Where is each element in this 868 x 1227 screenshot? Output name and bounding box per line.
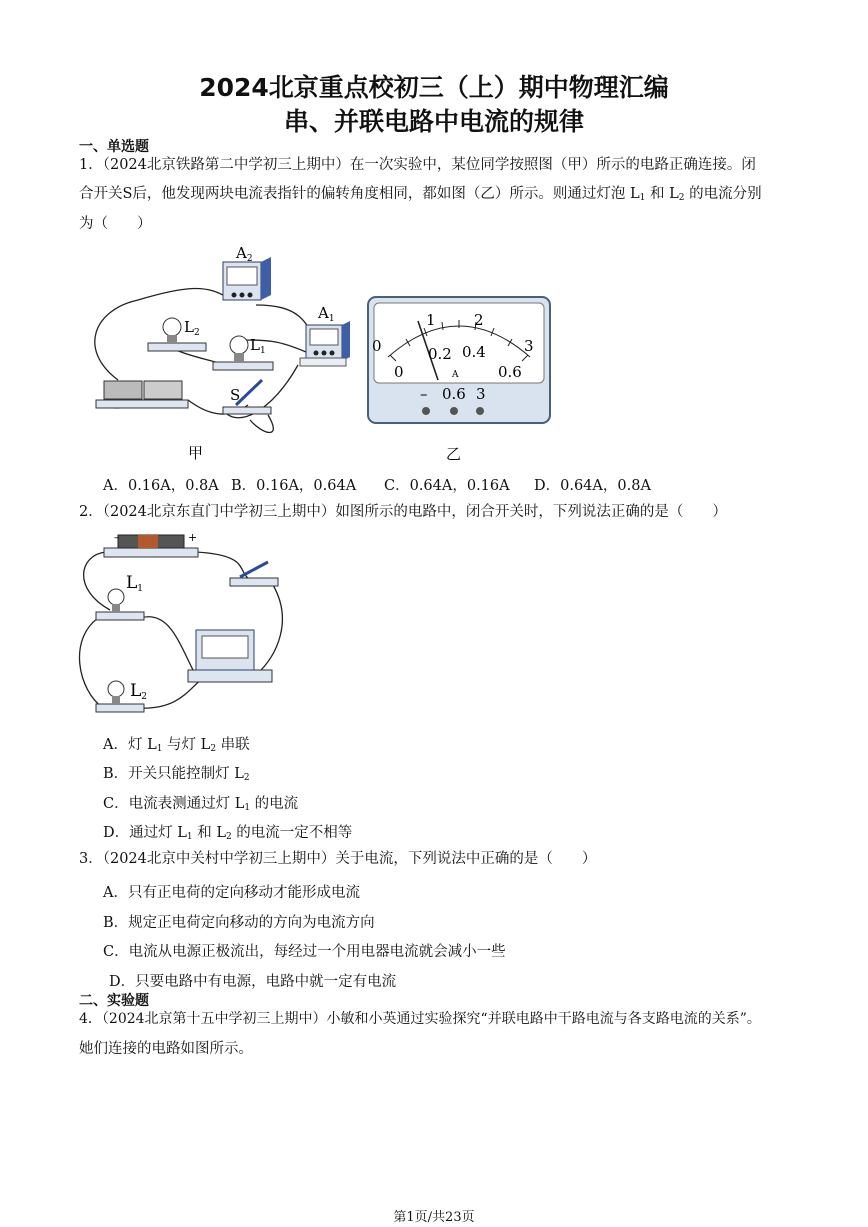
q1-option-b: B．0.16A，0.64A (231, 478, 357, 494)
label-l1: $L_1$ (250, 336, 266, 356)
figure-yi-ammeter-dial (366, 295, 554, 465)
question-2-stem: 2．（2024北京东直门中学初三上期中）如图所示的电路中，闭合开关时，下列说法正确的是（ ） (79, 504, 727, 520)
scale-bottom-0-4: 0.4 (462, 343, 486, 361)
question-1-line-2: 合开关S后，他发现两块电流表指针的偏转角度相同，都如图（乙）所示。则通过灯泡 $L_1$ 和 $L_2$ 的电流分别 (79, 186, 762, 203)
q2-option-d: D．通过灯 $L_1$ 和 $L_2$ 的电流一定不相等 (103, 825, 353, 842)
section-heading-single-choice: 一、单选题 (79, 139, 149, 155)
terminal-minus: – (420, 385, 428, 403)
label-s: S (230, 386, 241, 404)
ammeter (188, 630, 272, 682)
scale-top-1: 1 (426, 311, 436, 329)
figure-q2-circuit (78, 530, 293, 725)
battery (96, 381, 188, 408)
question-3-stem: 3．（2024北京中关村中学初三上期中）关于电流，下列说法中正确的是（ ） (79, 851, 597, 867)
scale-top-2: 2 (474, 311, 484, 329)
question-1-line-1: 1．（2024北京铁路第二中学初三上期中）在一次实验中，某位同学按照图（甲）所示的电路正确连接。闭 (79, 157, 756, 173)
figure-jia-circuit (78, 240, 360, 462)
document-title: 2024北京重点校初三（上）期中物理汇编 (199, 73, 669, 102)
battery-minus: – (114, 531, 120, 544)
label-a1: $A_1$ (318, 304, 335, 324)
label-l2: L2 (130, 681, 148, 702)
q2-option-c: C．电流表测通过灯 $L_1$ 的电流 (103, 796, 299, 813)
ammeter-a1 (300, 321, 350, 366)
q1-option-c: C．0.64A，0.16A (384, 478, 510, 494)
terminal-0-6: 0.6 (442, 385, 466, 403)
caption-jia: 甲 (188, 444, 204, 462)
page-number: 第1页/共23页 (393, 1210, 475, 1225)
q3-option-d: D．只要电路中有电源，电路中就一定有电流 (109, 974, 397, 990)
q1-option-d: D．0.64A，0.8A (534, 478, 651, 494)
switch (230, 562, 278, 586)
label-l2: $L_2$ (184, 318, 200, 338)
question-4-line-2: 她们连接的电路如图所示。 (79, 1041, 253, 1057)
document-subtitle: 串、并联电路中电流的规律 (283, 107, 584, 136)
scale-bottom-0-2: 0.2 (428, 345, 452, 363)
label-l1: L1 (126, 573, 144, 594)
q1-option-a: A．0.16A，0.8A (103, 478, 219, 494)
q2-option-b: B．开关只能控制灯 $L_2$ (103, 766, 250, 783)
q3-option-b: B．规定正电荷定向移动的方向为电流方向 (103, 915, 375, 931)
scale-bottom-0: 0 (394, 363, 404, 381)
q2-option-a: A．灯 $L_1$ 与灯 $L_2$ 串联 (103, 737, 250, 754)
battery-plus: + (188, 531, 198, 544)
unit-label: A (452, 370, 459, 380)
section-heading-experiment: 二、实验题 (79, 993, 149, 1009)
q3-option-a: A．只有正电荷的定向移动才能形成电流 (103, 885, 360, 901)
question-1-line-3: 为（ ） (79, 216, 152, 232)
q3-option-c: C．电流从电源正极流出，每经过一个用电器电流就会减小一些 (103, 944, 506, 960)
label-a2: $A_2$ (236, 244, 253, 264)
scale-top-3: 3 (524, 337, 534, 355)
scale-top-0: 0 (372, 337, 382, 355)
question-4-line-1: 4．（2024北京第十五中学初三上期中）小敏和小英通过实验探究“并联电路中干路电流与各支路电流的关系”。 (79, 1011, 761, 1027)
scale-bottom-0-6: 0.6 (498, 363, 522, 381)
terminal-3: 3 (476, 385, 486, 403)
caption-yi: 乙 (446, 445, 462, 463)
